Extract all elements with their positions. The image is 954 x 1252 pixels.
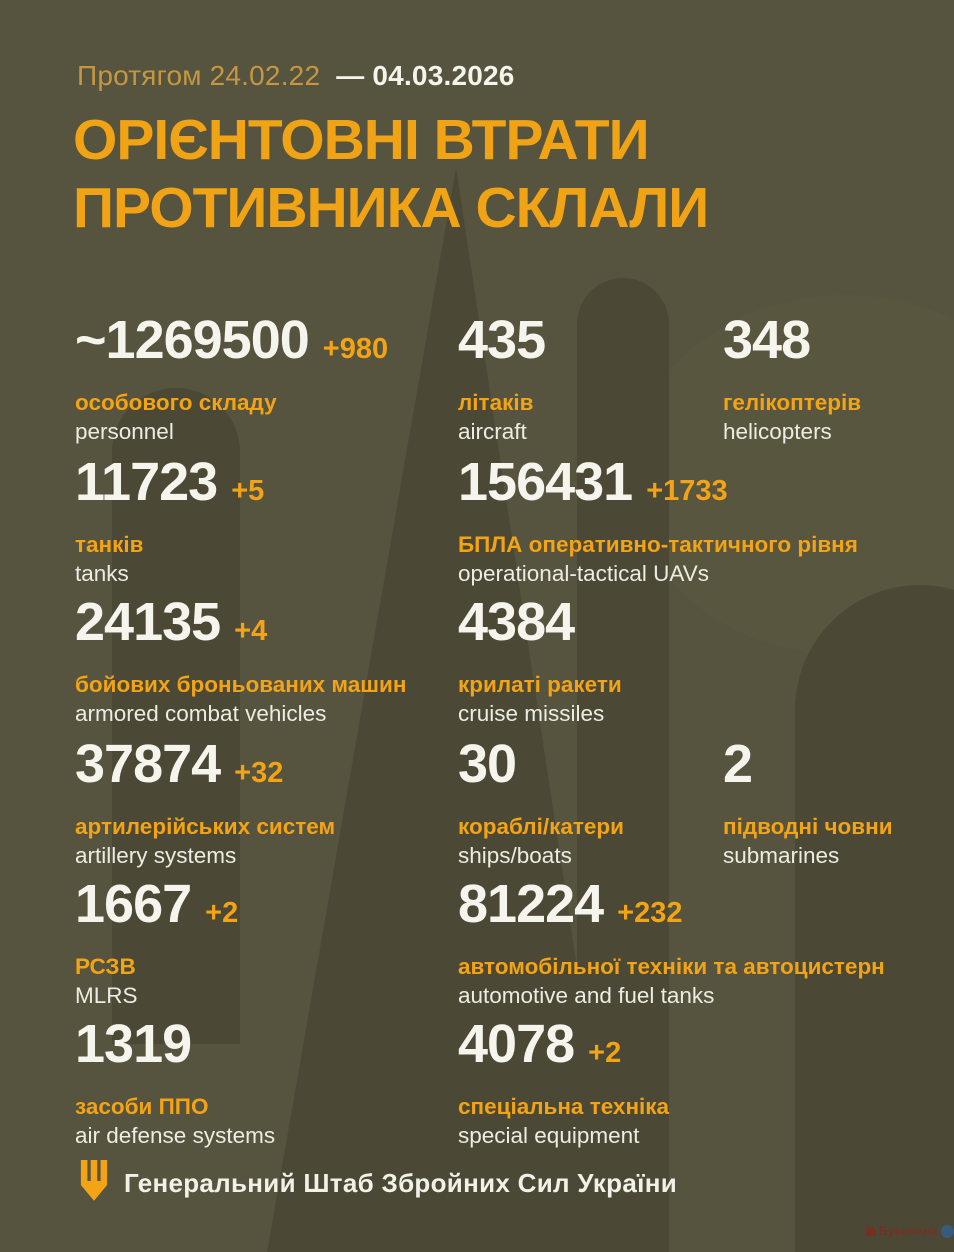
stat-label-en: MLRS bbox=[75, 983, 138, 1008]
stat-aircraft bbox=[458, 312, 559, 445]
stat-delta: +5 bbox=[231, 475, 265, 507]
stat-label-uk: автомобільної техніки та автоцистерн bbox=[458, 954, 885, 979]
stat-automotive bbox=[458, 876, 885, 1009]
stat-delta: +32 bbox=[234, 757, 284, 789]
period-line bbox=[77, 60, 515, 92]
stat-value: 1319 bbox=[75, 1014, 192, 1074]
stat-value: 4384 bbox=[458, 592, 575, 652]
footer-org-name: Генеральний Штаб Збройних Сил України bbox=[124, 1168, 677, 1198]
stat-label-uk: кораблі/катери bbox=[458, 814, 624, 839]
stat-label-uk: бойових броньованих машин bbox=[75, 672, 407, 697]
watermark bbox=[866, 1224, 954, 1238]
stat-label-en: operational-tactical UAVs bbox=[458, 561, 709, 586]
stat-label-en: personnel bbox=[75, 419, 174, 444]
stat-delta: +2 bbox=[588, 1037, 622, 1069]
stat-label-en: air defense systems bbox=[75, 1123, 276, 1148]
stat-personnel bbox=[75, 312, 388, 445]
period-date: — 04.03.2026 bbox=[336, 60, 515, 91]
stat-value: 11723 bbox=[75, 452, 218, 512]
watermark-text: Буковина bbox=[879, 1224, 938, 1238]
stat-label-en: submarines bbox=[723, 843, 840, 868]
stat-value: 37874 bbox=[75, 734, 221, 794]
stat-label-uk: літаків bbox=[458, 390, 534, 415]
stat-tanks bbox=[75, 454, 264, 587]
stat-label-en: cruise missiles bbox=[458, 701, 605, 726]
stat-label-uk: засоби ППО bbox=[75, 1094, 209, 1119]
stat-label-en: armored combat vehicles bbox=[75, 701, 327, 726]
stat-delta: +2 bbox=[205, 897, 239, 929]
stat-label-uk: гелікоптерів bbox=[723, 390, 862, 415]
stat-label-uk: РСЗВ bbox=[75, 954, 136, 979]
page-title bbox=[73, 106, 708, 242]
stat-value: 156431 bbox=[458, 452, 633, 512]
stat-label-en: ships/boats bbox=[458, 843, 572, 868]
stat-label-en: artillery systems bbox=[75, 843, 237, 868]
title-line-2: ПРОТИВНИКА СКЛАЛИ bbox=[73, 176, 709, 240]
title-line-1: ОРІЄНТОВНІ ВТРАТИ bbox=[73, 108, 649, 172]
watermark-badge-icon bbox=[941, 1225, 954, 1238]
stat-mlrs bbox=[75, 876, 238, 1009]
stat-value: 4078 bbox=[458, 1014, 575, 1074]
stat-value: ~1269500 bbox=[75, 310, 309, 370]
stat-delta: +232 bbox=[617, 897, 683, 929]
stat-label-uk: спеціальна техніка bbox=[458, 1094, 670, 1119]
footer bbox=[78, 1160, 677, 1207]
stat-label-en: tanks bbox=[75, 561, 129, 586]
stat-label-uk: артилерійських систем bbox=[75, 814, 336, 839]
stat-label-uk: особового складу bbox=[75, 390, 277, 415]
stat-label-uk: крилаті ракети bbox=[458, 672, 622, 697]
stat-helicopters bbox=[723, 312, 861, 445]
stat-delta: +980 bbox=[322, 333, 389, 365]
stat-armored-vehicles bbox=[75, 594, 406, 727]
tryzub-icon bbox=[78, 1160, 110, 1207]
stat-value: 81224 bbox=[458, 874, 604, 934]
stat-value: 1667 bbox=[75, 874, 192, 934]
stat-air-defense bbox=[75, 1016, 275, 1149]
stat-label-en: aircraft bbox=[458, 419, 527, 444]
stat-submarines bbox=[723, 736, 893, 869]
stat-label-uk: танків bbox=[75, 532, 144, 557]
stat-ships bbox=[458, 736, 624, 869]
stat-cruise-missiles bbox=[458, 594, 622, 727]
stat-label-uk: підводні човни bbox=[723, 814, 893, 839]
stat-label-en: special equipment bbox=[458, 1123, 640, 1148]
stat-delta: +4 bbox=[234, 615, 268, 647]
stat-value: 2 bbox=[723, 734, 753, 794]
stat-uavs bbox=[458, 454, 858, 587]
stat-label-en: helicopters bbox=[723, 419, 832, 444]
period-prefix: Протягом 24.02.22 bbox=[77, 60, 321, 91]
stat-delta: +1733 bbox=[646, 475, 728, 507]
stat-value: 348 bbox=[723, 310, 811, 370]
stat-value: 435 bbox=[458, 310, 546, 370]
castle-icon bbox=[866, 1226, 876, 1236]
stat-artillery bbox=[75, 736, 335, 869]
stat-special-equipment bbox=[458, 1016, 669, 1149]
stat-label-uk: БПЛА оперативно-тактичного рівня bbox=[458, 532, 858, 557]
stat-label-en: automotive and fuel tanks bbox=[458, 983, 715, 1008]
stat-value: 24135 bbox=[75, 592, 221, 652]
stat-value: 30 bbox=[458, 734, 517, 794]
